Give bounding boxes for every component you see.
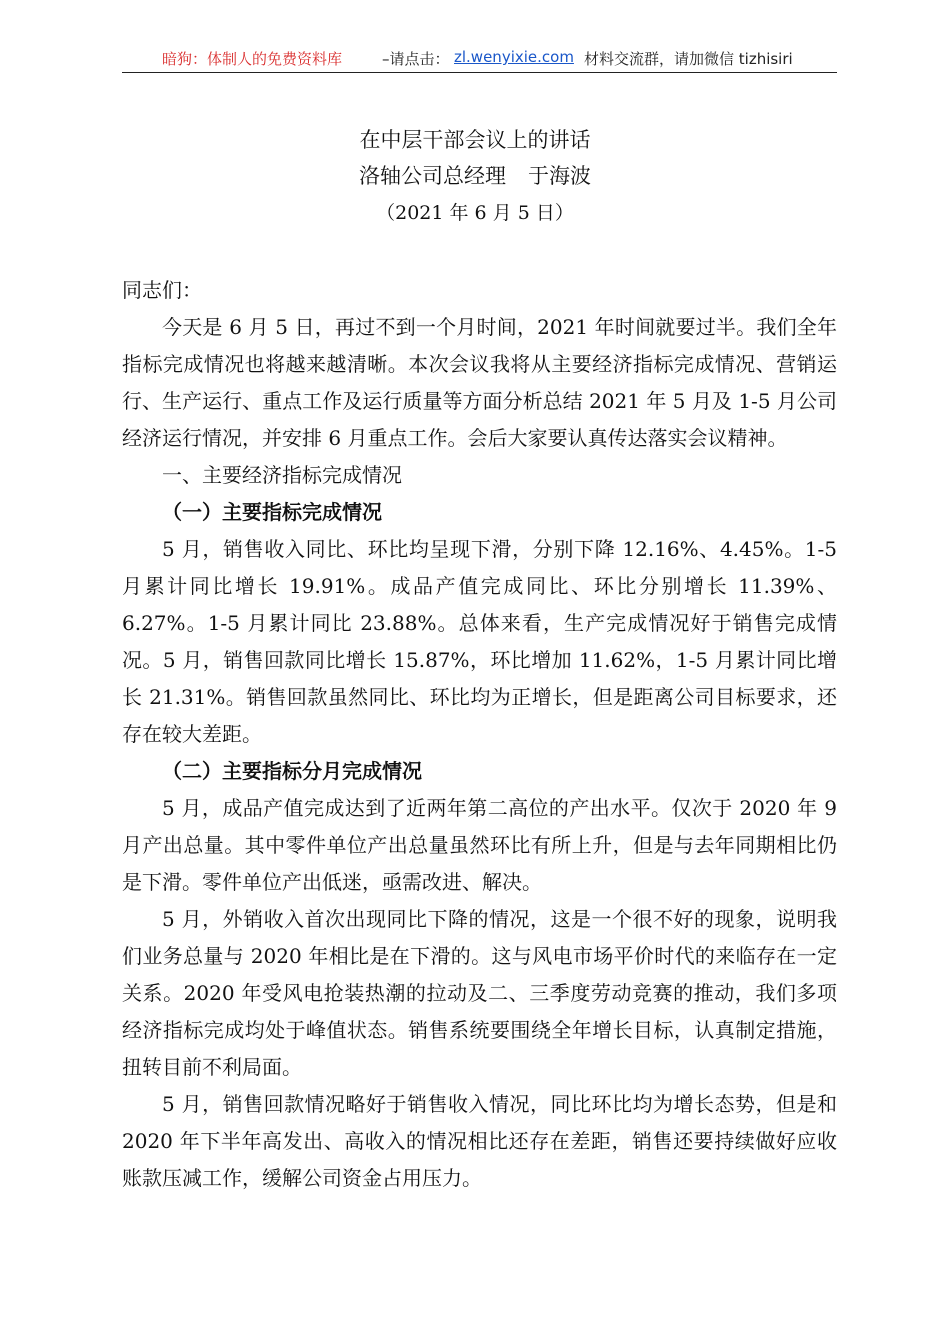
salutation: 同志们： (122, 278, 202, 302)
header-contact: 材料交流群，请加微信 tizhisiri (584, 50, 793, 68)
subsection-heading-2: （二）主要指标分月完成情况 (162, 759, 422, 783)
paragraph-4: 5 月，销售回款情况略好于销售收入情况，同比环比均为增长态势，但是和 2020 年下半年高发出、高收入的情况相比还存在差距，销售还要持续做好应收账款压减工作，缓解公司资金占用压力。 (122, 1092, 837, 1190)
speech-date: （2021 年 6 月 5 日） (376, 202, 574, 224)
speaker-org: 洛轴公司总经理 (359, 164, 506, 188)
speech-title: 在中层干部会议上的讲话 (359, 128, 591, 152)
header-link[interactable]: zl.wenyixie.com (454, 48, 574, 66)
paragraph-1: 5 月，销售收入同比、环比均呈现下滑，分别下降 12.16%、4.45%。1-5 月累计同比增长 19.91%。成品产值完成同比、环比分别增长 11.39%、6.27%。1-5 月累计同比 23.88%。总体来看，生产完成情况好于销售完成情况。5 月，销售回款同比增长 15.87%，环比增加 11.62%，1-5 月累计同比增长 21.31%。销售回款虽然同比、环比均为正增长，但是距离公司目标要求，还存在较大差距。 (122, 537, 837, 746)
speaker-line (0, 160, 950, 190)
page-header (122, 44, 837, 73)
speech-body (122, 272, 837, 1197)
header-prompt: –请点击： (382, 50, 450, 68)
header-brand: 暗狗：体制人的免费资料库 (162, 50, 343, 68)
speaker-name: 于海波 (528, 164, 591, 188)
paragraph-2: 5 月，成品产值完成达到了近两年第二高位的产出水平。仅次于 2020 年 9 月产出总量。其中零件单位产出总量虽然环比有所上升，但是与去年同期相比仍是下滑。零件单位产出低迷，亟需改进、解决。 (122, 796, 837, 894)
paragraph-intro: 今天是 6 月 5 日，再过不到一个月时间，2021 年时间就要过半。我们全年指标完成情况也将越来越清晰。本次会议我将从主要经济指标完成情况、营销运行、生产运行、重点工作及运行质量等方面分析总结 2021 年 5 月及 1-5 月公司经济运行情况，并安排 6 月重点工作。会后大家要认真传达落实会议精神。 (122, 315, 837, 450)
paragraph-3: 5 月，外销收入首次出现同比下降的情况，这是一个很不好的现象，说明我们业务总量与 2020 年相比是在下滑的。这与风电市场平价时代的来临存在一定关系。2020 年受风电抢装热潮的拉动及二、三季度劳动竞赛的推动，我们多项经济指标完成均处于峰值状态。销售系统要围绕全年增长目标，认真制定措施，扭转目前不利局面。 (122, 907, 837, 1079)
subsection-heading-1: （一）主要指标完成情况 (162, 500, 382, 524)
section-heading-1: 一、主要经济指标完成情况 (162, 463, 402, 487)
